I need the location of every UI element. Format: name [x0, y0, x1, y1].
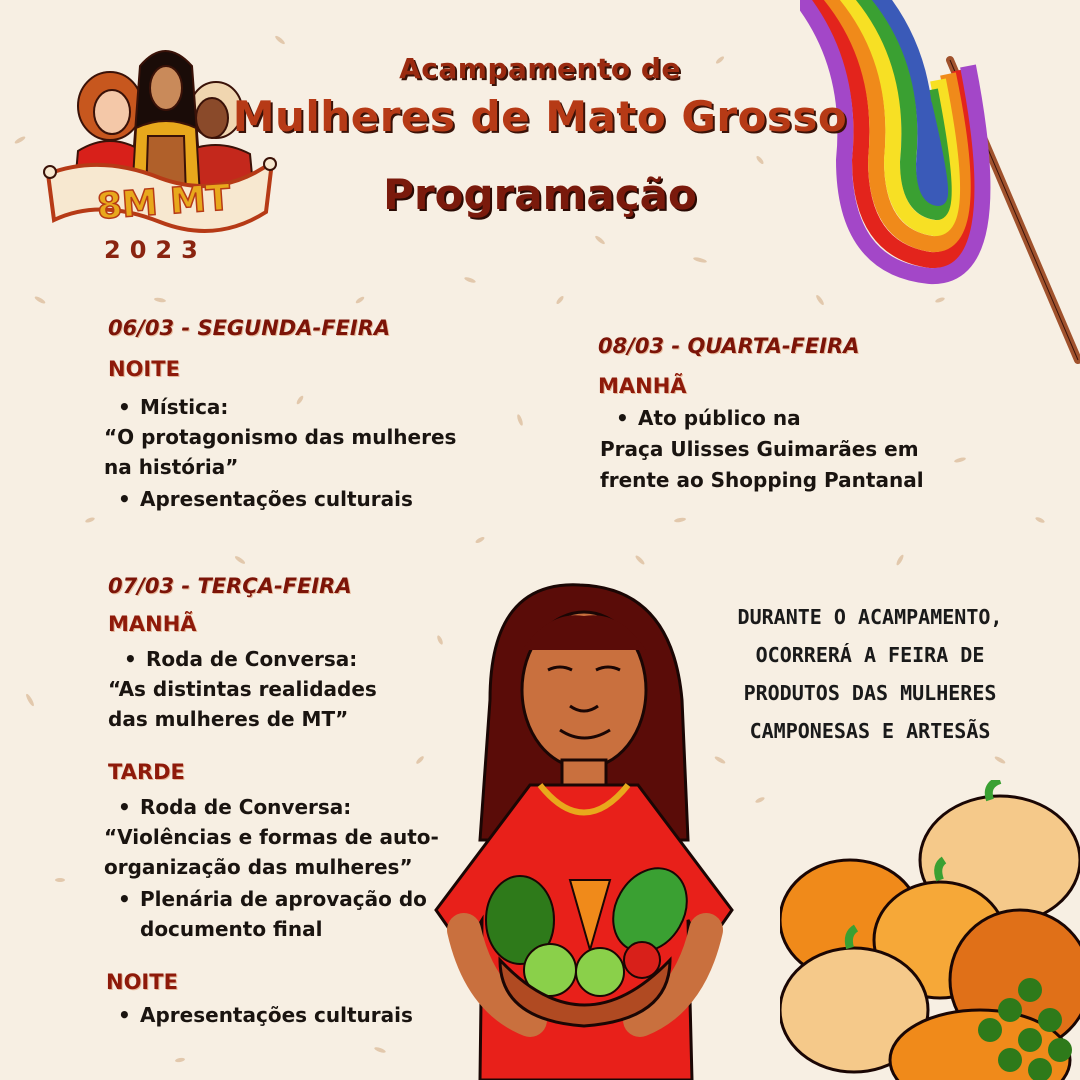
fair-notice-line: PRODUTOS DAS MULHERES [743, 681, 997, 705]
woman-with-basket-illustration [420, 580, 750, 1080]
period-tarde: TARDE [108, 760, 185, 784]
title-acampamento: Acampamento de [399, 52, 681, 85]
period-noite: NOITE [108, 357, 180, 381]
day-heading-0703: 07/03 - TERÇA-FEIRA [108, 574, 352, 598]
day-heading-0603: 06/03 - SEGUNDA-FEIRA [108, 316, 391, 340]
logo-year: 2023 [104, 236, 207, 264]
logo-banner-text: 8M MT [95, 177, 232, 228]
schedule-item-text: organização das mulheres” [104, 855, 413, 879]
period-noite: NOITE [106, 970, 178, 994]
schedule-item-text: Praça Ulisses Guimarães em [600, 437, 919, 461]
schedule-item-apresentacoes: • Apresentações culturais [118, 484, 413, 514]
period-manha: MANHÃ [598, 374, 687, 398]
schedule-item-text: na história” [104, 455, 239, 479]
title-mulheres-mato-grosso: Mulheres de Mato Grosso [232, 92, 848, 141]
fair-notice-line: OCORRERÁ A FEIRA DE [755, 643, 985, 667]
fair-notice-line: CAMPONESAS E ARTESÃS [749, 719, 991, 743]
title-programacao: Programação [383, 170, 697, 219]
schedule-item-text: frente ao Shopping Pantanal [600, 468, 924, 492]
schedule-item-text: das mulheres de MT” [108, 707, 349, 731]
period-manha: MANHÃ [108, 612, 197, 636]
schedule-item-plenaria: • Plenária de aprovação do [118, 884, 427, 914]
schedule-item-text: “As distintas realidades [108, 677, 377, 701]
schedule-item-text: “O protagonismo das mulheres [104, 425, 457, 449]
schedule-item-ato-publico: • Ato público na [616, 403, 801, 433]
schedule-item-mistica: • Mística: [118, 392, 228, 422]
schedule-item-roda-conversa: • Roda de Conversa: [124, 644, 357, 674]
schedule-item-apresentacoes: • Apresentações culturais [118, 1000, 413, 1030]
fair-notice-line: DURANTE O ACAMPAMENTO, [737, 605, 1003, 629]
schedule-item-roda-conversa: • Roda de Conversa: [118, 792, 351, 822]
schedule-item-text: documento final [140, 917, 323, 941]
pumpkins-illustration [780, 780, 1080, 1080]
day-heading-0803: 08/03 - QUARTA-FEIRA [598, 334, 860, 358]
schedule-item-text: “Violências e formas de auto- [104, 825, 439, 849]
